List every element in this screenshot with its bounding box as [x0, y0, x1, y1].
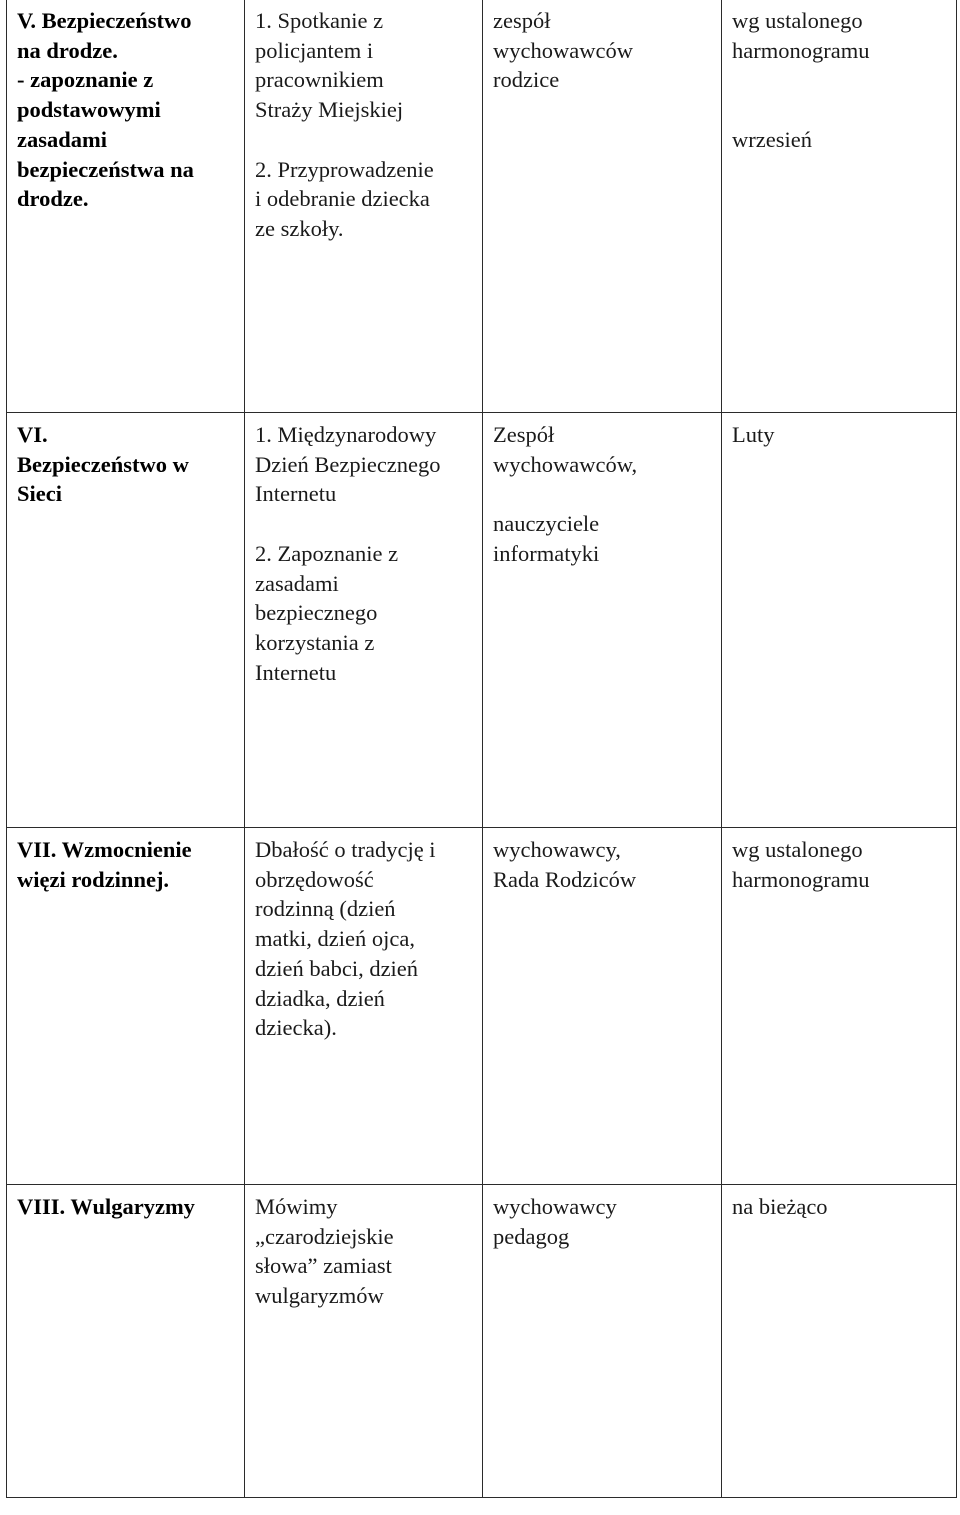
row-v-task-line: policjantem i: [255, 37, 374, 63]
row-vii-title-line: więzi rodzinnej.: [17, 866, 170, 892]
row-v-title-line: - zapoznanie z: [17, 67, 154, 93]
row-vii-timing-line: wg ustalonego: [732, 837, 863, 862]
row-vii-timing-line: harmonogramu: [732, 866, 870, 892]
row-v-tasks-cell: [245, 0, 483, 413]
row-v-timing-extra: wrzesień: [732, 126, 812, 152]
row-viii-title-line: VIII. Wulgaryzmy: [17, 1194, 195, 1219]
row-v-title-line: bezpieczeństwa na: [17, 156, 194, 182]
row-vi-task-line: 2. Zapoznanie z: [255, 540, 399, 566]
row-viii-responsible-cell: [483, 1185, 722, 1498]
row-vi-timing-cell: [722, 413, 957, 828]
row-vi-task-line: Internetu: [255, 481, 337, 507]
spacer: [255, 125, 474, 155]
row-viii-responsible-line: wychowawcy: [493, 1194, 617, 1219]
row-vi-title-line: Sieci: [17, 481, 62, 507]
row-v-title-line: zasadami: [17, 126, 107, 152]
row-v-title-cell: [7, 0, 245, 413]
row-vi-task-line: Dzień Bezpiecznego: [255, 451, 441, 477]
row-viii-timing-line: na bieżąco: [732, 1194, 828, 1219]
row-vii-responsible-line: wychowawcy,: [493, 837, 621, 862]
row-viii-task-line: wulgaryzmów: [255, 1283, 384, 1309]
row-v-title-line: drodze.: [17, 186, 89, 212]
row-vi-responsible-cell: [483, 413, 722, 828]
row-vi-task-line: korzystania z: [255, 629, 375, 655]
row-vii-timing-cell: [722, 828, 957, 1185]
row-v-responsible-line: rodzice: [493, 67, 560, 93]
row-vi-timing-line: Luty: [732, 422, 775, 447]
row-vii-title-cell: [7, 828, 245, 1185]
row-v-title-line: na drodze.: [17, 37, 118, 63]
row-vi-responsible-line: informatyki: [493, 540, 600, 566]
row-vii-task-line: obrzędowość: [255, 866, 374, 892]
row-v-task-line: pracownikiem: [255, 67, 384, 93]
row-viii-task-line: Mówimy: [255, 1194, 338, 1219]
row-vi-title-line: Bezpieczeństwo w: [17, 451, 189, 477]
spacer: [493, 479, 713, 509]
row-vi-responsible-line: Zespół: [493, 422, 555, 447]
row-v-timing-line: wg ustalonego: [732, 8, 863, 33]
row-v-task-line: i odebranie dziecka: [255, 186, 430, 212]
row-vii-task-line: dziecka).: [255, 1015, 337, 1041]
row-vii-responsible-cell: [483, 828, 722, 1185]
row-vii-task-line: rodzinną (dzień: [255, 896, 396, 922]
row-viii-tasks-cell: [245, 1185, 483, 1498]
table-row-viii: [7, 1185, 957, 1498]
table-row-v: [7, 0, 957, 413]
row-vii-task-line: Dbałość o tradycję i: [255, 837, 436, 862]
row-vi-task-line: Internetu: [255, 659, 337, 685]
row-viii-task-line: słowa” zamiast: [255, 1253, 392, 1279]
row-vii-title-line: VII. Wzmocnienie: [17, 837, 192, 862]
row-vii-task-line: dziadka, dzień: [255, 985, 385, 1011]
table-row-vii: [7, 828, 957, 1185]
row-vii-task-line: dzień babci, dzień: [255, 955, 419, 981]
program-table: [6, 0, 957, 1498]
row-viii-responsible-line: pedagog: [493, 1223, 570, 1249]
row-viii-timing-cell: [722, 1185, 957, 1498]
row-viii-task-line: „czarodziejskie: [255, 1223, 394, 1249]
row-v-responsible-line: wychowawców: [493, 37, 633, 63]
row-vi-tasks-cell: [245, 413, 483, 828]
row-v-title-line: podstawowymi: [17, 97, 161, 123]
row-vii-responsible-line: Rada Rodziców: [493, 866, 637, 892]
row-vi-title-cell: [7, 413, 245, 828]
row-vii-tasks-cell: [245, 828, 483, 1185]
spacer: [255, 509, 474, 539]
row-v-responsible-line: zespół: [493, 8, 551, 33]
row-v-task-line: 2. Przyprowadzenie: [255, 156, 434, 182]
row-vi-responsible-line: wychowawców,: [493, 451, 638, 477]
row-v-task-line: 1. Spotkanie z: [255, 8, 384, 33]
row-v-title-line: V. Bezpieczeństwo: [17, 8, 192, 33]
row-v-task-line: ze szkoły.: [255, 215, 344, 241]
row-viii-title-cell: [7, 1185, 245, 1498]
row-v-timing-line: harmonogramu: [732, 37, 870, 63]
row-vi-task-line: zasadami: [255, 570, 339, 596]
row-vi-responsible-line: nauczyciele: [493, 511, 600, 537]
row-vii-task-line: matki, dzień ojca,: [255, 926, 415, 952]
row-v-task-line: Straży Miejskiej: [255, 97, 404, 123]
row-v-responsible-cell: [483, 0, 722, 413]
table-row-vi: [7, 413, 957, 828]
spacer: [732, 65, 948, 124]
row-vi-task-line: 1. Międzynarodowy: [255, 422, 437, 447]
row-v-timing-cell: [722, 0, 957, 413]
row-vi-title-line: VI.: [17, 422, 48, 447]
row-vi-task-line: bezpiecznego: [255, 600, 378, 626]
